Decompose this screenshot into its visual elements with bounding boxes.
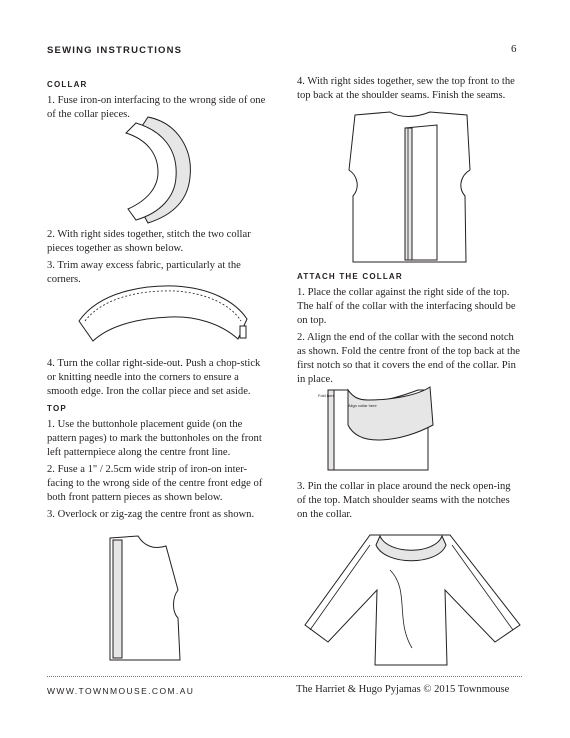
top-step-2: 2. Fuse a 1" / 2.5cm wide strip of iron-on inter-facing to the wrong side of the centre front edge of both front pattern pieces as shown below. bbox=[47, 464, 263, 503]
collar-step-4: 4. Turn the collar right-side-out. Push a chop-stick or knitting needle into the corners to ensure a smooth edge. Iron the collar piece and set aside. bbox=[47, 358, 261, 397]
attach-step-2: 2. Align the end of the collar with the second notch as shown. Fold the centre front of the top back at the first notch so that it covers the end of the collar. Pin in place. bbox=[297, 332, 520, 385]
top-step-4-block bbox=[297, 75, 522, 106]
top-step-3: 3. Overlock or zig-zag the centre front as shown. bbox=[47, 509, 255, 520]
collar-step-2: 2. With right sides together, stitch the two collar pieces together as shown below. bbox=[47, 229, 251, 254]
front-piece-illustration bbox=[108, 532, 188, 662]
attach-collar-heading: ATTACH THE COLLAR bbox=[297, 272, 403, 281]
top-heading: TOP bbox=[47, 404, 67, 413]
top-step-1: 1. Use the buttonhole placement guide (on the pattern pages) to mark the buttonholes on the front left patternpiece along the centre front line. bbox=[47, 419, 262, 458]
footer-divider bbox=[47, 676, 522, 677]
footer-credit: The Harriet & Hugo Pyjamas © 2015 Townmouse bbox=[296, 684, 510, 695]
top-step-4: 4. With right sides together, sew the top front to the top back at the shoulder seams. Finish the seams. bbox=[297, 76, 515, 101]
pin-collar-illustration bbox=[300, 530, 525, 670]
collar-steps-2-3 bbox=[47, 228, 269, 290]
stitched-collar-illustration bbox=[75, 283, 255, 348]
attach-step-1: 1. Place the collar against the right side of the top. The half of the collar with the interfacing should be on top. bbox=[297, 287, 516, 326]
collar-step-4-block bbox=[47, 357, 269, 525]
page-number: 6 bbox=[511, 43, 517, 55]
section-header: SEWING INSTRUCTIONS bbox=[47, 45, 183, 56]
shirt-front-back-illustration bbox=[345, 110, 475, 265]
collar-alignment-diagram bbox=[318, 385, 438, 470]
collar-step-1: 1. Fuse iron-on interfacing to the wrong side of one of the collar pieces. bbox=[47, 95, 266, 120]
attach-collar-block bbox=[297, 270, 522, 390]
collar-heading: COLLAR bbox=[47, 80, 88, 89]
collar-pieces-illustration bbox=[118, 115, 208, 230]
collar-step-3: 3. Trim away excess fabric, particularly at the corners. bbox=[47, 260, 241, 285]
attach-step-3: 3. Pin the collar in place around the neck open-ing of the top. Match shoulder seams with the notches on the collar. bbox=[297, 481, 511, 520]
footer-url: WWW.TOWNMOUSE.COM.AU bbox=[47, 686, 195, 696]
attach-step-3-block bbox=[297, 480, 522, 525]
align-collar-label: Align collar here bbox=[348, 403, 377, 408]
fold-here-label: Fold here bbox=[318, 393, 335, 398]
